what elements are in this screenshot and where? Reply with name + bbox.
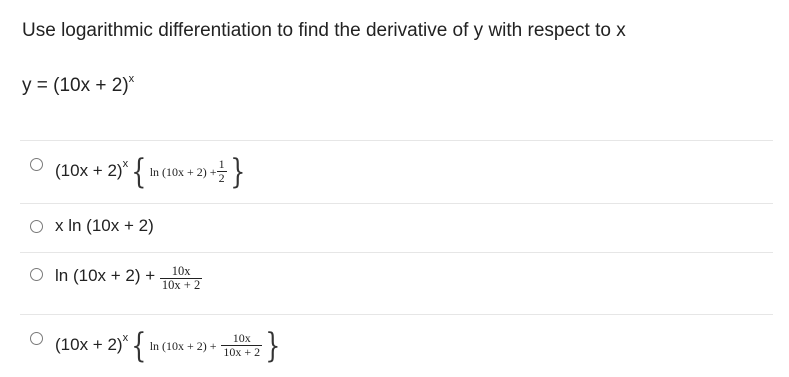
question-equation: [22, 67, 134, 98]
left-brace-icon: {: [131, 325, 147, 366]
radio-button-icon[interactable]: [30, 268, 43, 281]
option-c-fraction: [160, 265, 202, 292]
question-prompt: Use logarithmic differentiation to find the derivative of y with respect to x: [22, 20, 626, 41]
option-d-base: (10x + 2): [55, 335, 123, 354]
option-d-inner: ln (10x + 2) +: [149, 338, 217, 353]
option-d-expression: [55, 325, 284, 366]
left-brace-icon: {: [131, 151, 147, 192]
radio-button-icon[interactable]: [30, 158, 43, 171]
option-a-fraction: [217, 158, 227, 185]
fraction-numerator: 10x: [160, 265, 202, 279]
option-a-exponent: x: [122, 158, 129, 170]
option-a-inner: ln (10x + 2) +: [149, 164, 217, 179]
fraction-numerator: 10x: [221, 332, 262, 346]
option-a-base: (10x + 2): [55, 161, 123, 180]
answer-option-a[interactable]: [20, 141, 773, 203]
radio-button-icon[interactable]: [30, 332, 43, 345]
option-d-fraction: [221, 332, 262, 359]
option-d-exponent: x: [122, 332, 129, 344]
fraction-numerator: 1: [218, 157, 225, 172]
answer-option-b[interactable]: [20, 204, 773, 252]
option-c-text: ln (10x + 2) +: [55, 265, 156, 285]
answer-option-d[interactable]: [20, 315, 773, 375]
right-brace-icon: }: [265, 325, 281, 366]
radio-button-icon[interactable]: [30, 220, 43, 233]
option-c-expression: [55, 263, 202, 290]
option-b-text: x ln (10x + 2): [55, 216, 154, 235]
option-a-expression: [55, 151, 248, 192]
answer-option-c[interactable]: [20, 253, 773, 314]
fraction-denominator: 2: [218, 171, 225, 186]
right-brace-icon: }: [229, 151, 245, 192]
fraction-denominator: 10x + 2: [161, 278, 201, 292]
equation-base: y = (10x + 2): [22, 75, 129, 96]
fraction-denominator: 10x + 2: [223, 345, 261, 360]
equation-exponent: x: [128, 73, 135, 85]
